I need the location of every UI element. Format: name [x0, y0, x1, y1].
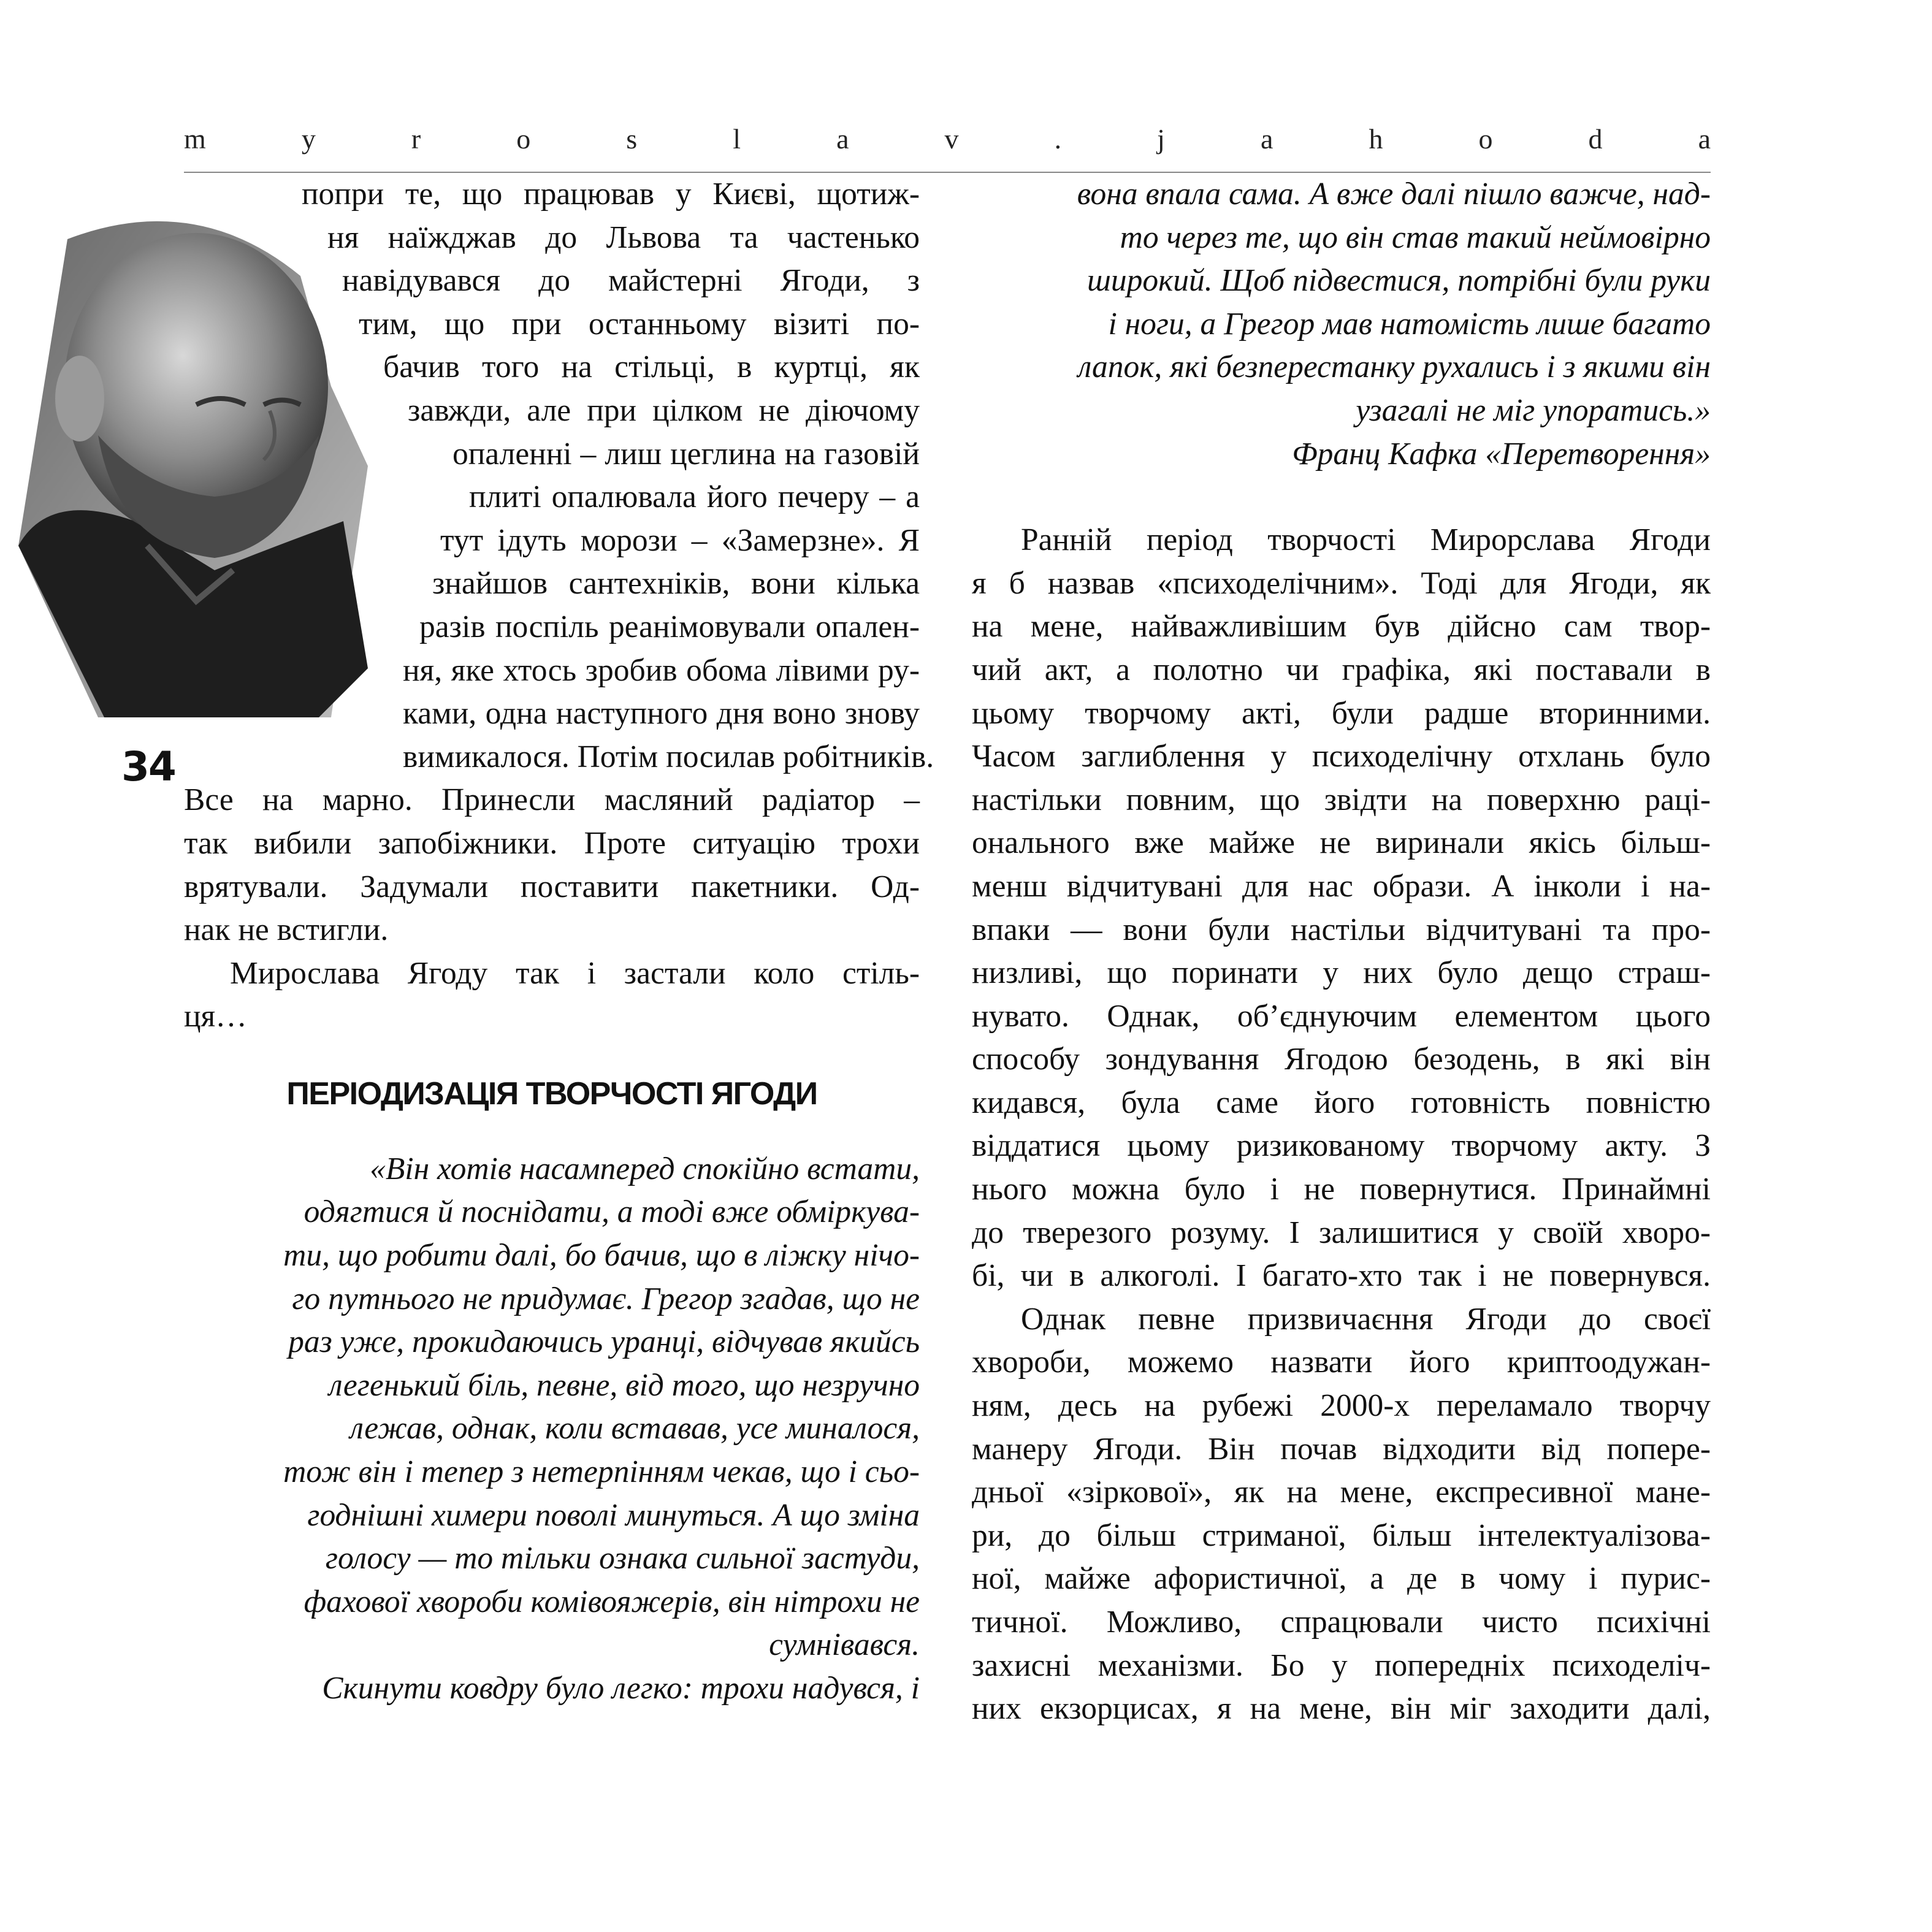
header-letter: o [1478, 123, 1493, 155]
text-line: навідувався до майстерні Ягоди, з [342, 263, 920, 299]
text-line: Все на марно. Принесли масляний радіатор – [184, 782, 920, 818]
quote-line: узагалі не міг упоратись.» [1356, 392, 1711, 428]
text-line: віддатися цьому ризикованому творчому акту. З [972, 1128, 1711, 1164]
text-line: врятували. Задумали поставити пакетники. Од- [184, 869, 920, 904]
quote-line: годнішні химери поволі минуться. А що зміна [307, 1497, 920, 1533]
body-paragraph [972, 1298, 1711, 1731]
text-line: нак не встигли. [184, 912, 389, 948]
text-line: захисні механізми. Бо у попередніх психоделіч- [972, 1648, 1711, 1683]
text-line: ня, яке хтось зробив обома лівими ру- [403, 652, 920, 688]
quote-line: фахової хвороби комівояжерів, він нітрохи не [304, 1584, 920, 1619]
text-line: чий акт, а полотно чи графіка, які поставали в [972, 652, 1711, 687]
header-letter: s [626, 123, 638, 155]
body-paragraph [972, 519, 1711, 1298]
text-line: кидався, була саме його готовність повністю [972, 1085, 1711, 1120]
text-line: впаки — вони були настільи відчитувані та про- [972, 912, 1711, 947]
text-line: плиті опалювала його печеру – а [469, 479, 920, 515]
text-line: менш відчитувані для нас образи. А інколи і на- [972, 868, 1711, 904]
text-line: хвороби, можемо назвати його криптоодужан- [972, 1345, 1711, 1380]
text-line: Ранній період творчості Мирорслава Ягоди [1021, 522, 1711, 558]
text-line: на мене, найважливішим був дійсно сам твор- [972, 609, 1711, 644]
left-column [184, 173, 934, 1711]
text-line: тут ідуть морози – «Замерзне». Я [440, 522, 920, 558]
text-line: знайшов сантехніків, вони кілька [432, 566, 920, 601]
header-letter: a [1698, 123, 1711, 155]
header-letter: r [411, 123, 421, 155]
quote-line: ти, що робити далі, бо бачив, що в ліжку нічо- [283, 1238, 920, 1273]
header-letter: j [1157, 123, 1165, 155]
text-line: ня наїжджав до Львова та частенько [327, 220, 920, 255]
epigraph-quote [184, 1148, 920, 1711]
text-line: цьому творчому акті, були радше вторинними. [972, 695, 1711, 731]
header-letter: h [1369, 123, 1383, 155]
text-line: завжди, але при цілком не діючому [408, 392, 920, 428]
quote-line: легенький біль, певне, від того, що незручно [329, 1367, 920, 1403]
text-line: я б назвав «психоделічним». Тоді для Ягоди, як [972, 565, 1711, 601]
text-line: Мирослава Ягоду так і застали коло стіль- [230, 955, 920, 991]
header-letter: m [184, 123, 206, 155]
quote-attribution: Франц Кафка «Перетворення» [1292, 436, 1711, 472]
quote-line: одягтися й поснідати, а тоді вже обміркува- [304, 1194, 920, 1230]
page-number: 34 [121, 743, 175, 790]
text-line: нього можна було і не повернутися. Принаймні [972, 1172, 1711, 1207]
section-heading: ПЕРІОДИЗАЦІЯ ТВОРЧОСТІ ЯГОДИ [286, 1075, 817, 1112]
text-line: настільки повним, що звідти на поверхню раці- [972, 782, 1711, 817]
wrap-paragraph [184, 173, 934, 779]
text-line: манеру Ягоди. Він почав відходити від попере- [972, 1431, 1711, 1467]
text-line: Часом заглиблення у психоделічну отхлань було [972, 739, 1711, 774]
header-letter: d [1588, 123, 1603, 155]
text-line: онального вже майже не виринали якісь більш- [972, 825, 1711, 861]
text-line: низливі, що поринати у них було дещо страш- [972, 955, 1711, 991]
quote-line: лежав, однак, коли вставав, усе миналося, [349, 1411, 920, 1446]
quote-line: «Він хотів насамперед спокійно встати, [370, 1151, 920, 1186]
text-line: бі, чи в алкоголі. І багато-хто так і не повернувся. [972, 1258, 1711, 1294]
quote-line: і ноги, а Грегор мав натомість лише багато [1108, 306, 1711, 342]
quote-line: го путнього не придумає. Грегор згадав, що не [292, 1281, 920, 1316]
text-line: попри те, що працював у Києві, щотиж- [302, 177, 920, 212]
quote-line: лапок, які безперестанку рухались і з якими він [1077, 349, 1711, 385]
text-line: способу зондування Ягодою безодень, в які він [972, 1042, 1711, 1077]
text-line: тичної. Можливо, спрацювали чисто психічні [972, 1605, 1711, 1640]
text-line: так вибили запобіжники. Проте ситуацію трохи [184, 825, 920, 861]
text-line: нувато. Однак, об’єднуючим елементом цього [972, 998, 1711, 1034]
right-column [972, 173, 1711, 1731]
text-line: ця… [184, 999, 247, 1034]
header-letter: a [836, 123, 849, 155]
quote-line: Скинути ковдру було легко: трохи надувся, і [322, 1671, 920, 1706]
running-header [184, 123, 1711, 155]
header-letter: v [944, 123, 959, 155]
header-letter: l [733, 123, 741, 155]
text-line: ної, майже афористичної, а де в чому і пурис- [972, 1561, 1711, 1597]
quote-line: голосу — то тільки ознака сильної застуди, [325, 1541, 920, 1576]
text-line: ням, десь на рубежі 2000-х переламало творчу [972, 1388, 1711, 1424]
text-line: дньої «зіркової», як на мене, експресивної мане- [972, 1475, 1711, 1510]
quote-line: раз уже, прокидаючись уранці, відчував якийсь [288, 1324, 920, 1360]
quote-line: широкий. Щоб підвестися, потрібні були руки [1087, 263, 1711, 299]
header-letter: o [516, 123, 531, 155]
text-line: них екзорцисах, я на мене, він міг заходити далі, [972, 1691, 1711, 1727]
text-line: бачив того на стільці, в куртці, як [383, 349, 920, 385]
text-line: до тверезого розуму. І залишитися у своїй хворо- [972, 1215, 1711, 1250]
header-letter: y [301, 123, 316, 155]
header-letter: . [1054, 123, 1062, 155]
text-line: ками, одна наступного дня воно знову [403, 696, 920, 731]
text-line: опаленні – лиш цеглина на газовій [452, 436, 920, 472]
text-line: вимикалося. Потім посилав робітників. [403, 739, 934, 774]
text-line: разів поспіль реанімовували опален- [419, 609, 920, 644]
quote-line: тож він і тепер з нетерпінням чекав, що і сьо- [283, 1454, 920, 1490]
header-letter: a [1260, 123, 1273, 155]
text-line: ри, до більш стриманої, більш інтелектуалізова- [972, 1518, 1711, 1553]
quote-line: сумнівався. [769, 1627, 920, 1663]
text-line: тим, що при останньому візиті по- [359, 306, 920, 342]
quote-line: то через те, що він став такий неймовірно [1120, 220, 1711, 255]
epigraph-quote-continued [972, 173, 1711, 476]
quote-line: вона впала сама. А вже далі пішло важче, над- [1077, 177, 1711, 212]
text-line: Однак певне призвичаєння Ягоди до своєї [1021, 1301, 1711, 1337]
